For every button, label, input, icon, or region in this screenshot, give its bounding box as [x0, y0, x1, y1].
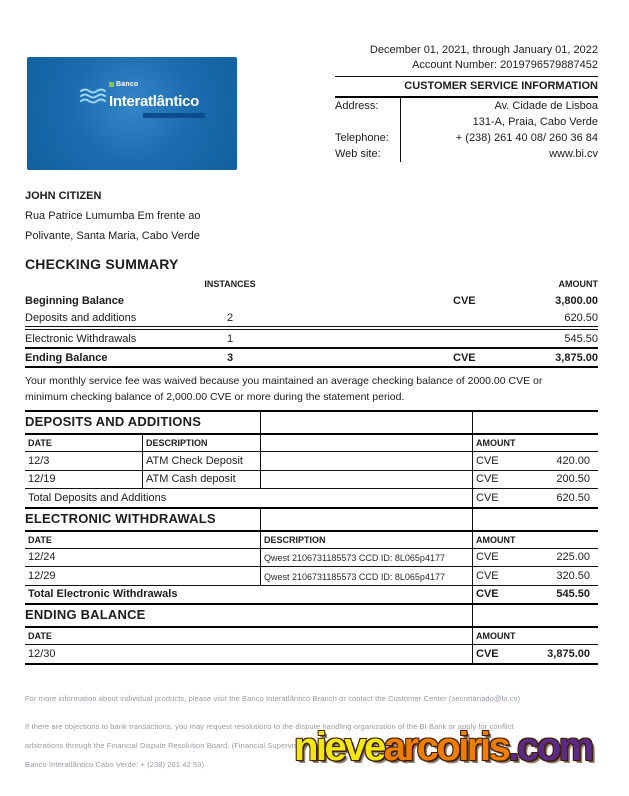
ending-balance-title: ENDING BALANCE [25, 607, 146, 622]
ending-balance-amount: 3,875.00 [547, 647, 590, 660]
withdrawal-amount: 320.50 [556, 569, 590, 582]
service-row-value: 131-A, Praia, Cabo Verde [400, 114, 598, 130]
checking-summary-title: CHECKING SUMMARY [25, 256, 179, 272]
amount-column-header: AMOUNT [472, 435, 598, 451]
deposit-date: 12/19 [28, 473, 56, 485]
footer-line4: Banco Interatlântico Cabo Verde: + (238) 261 42 53) [25, 760, 205, 769]
deposit-description: ATM Check Deposit [142, 452, 260, 470]
service-row-value: www.bi.cv [400, 146, 598, 162]
deposit-row [25, 452, 598, 471]
bank-logo [27, 57, 237, 170]
deposits-total-row [25, 489, 598, 507]
summary-label: Beginning Balance [25, 294, 125, 307]
deposit-amount: 420.00 [556, 454, 590, 467]
withdrawal-date: 12/24 [28, 551, 56, 563]
deposit-amount-cell [472, 452, 598, 470]
summary-label: Deposits and additions [25, 311, 137, 324]
summary-row-beginning-balance [25, 292, 598, 309]
customer-service-title: CUSTOMER SERVICE INFORMATION [335, 77, 598, 98]
service-row-value: Av. Cidade de Lisboa [400, 98, 598, 114]
description-column-header: DESCRIPTION [260, 532, 472, 548]
summary-amount: 620.50 [564, 311, 598, 324]
withdrawals-total-amount-cell [472, 586, 598, 604]
date-column-header: DATE [28, 438, 52, 448]
withdrawal-amount: 225.00 [556, 551, 590, 563]
customer-address-block [25, 186, 200, 246]
withdrawals-total-row [25, 586, 598, 604]
deposits-total-amount-cell [472, 489, 598, 507]
withdrawal-amount-cell [472, 567, 598, 585]
logo-banco-row [109, 81, 209, 88]
checking-summary-header [25, 279, 598, 292]
currency-code: CVE [476, 569, 499, 582]
withdrawal-amount-cell [472, 549, 598, 567]
date-column-header: DATE [28, 534, 52, 545]
watermark-nievearcoiris [294, 727, 592, 767]
amount-column-header: AMOUNT [558, 279, 598, 289]
summary-currency: CVE [453, 294, 476, 307]
currency-code: CVE [476, 491, 499, 504]
customer-address-line1: Rua Patrice Lumumba Em frente ao [25, 210, 201, 222]
withdrawal-description: Qwest 2106731185573 CCD ID: 8L065p4177 [260, 567, 472, 585]
summary-label: Ending Balance [25, 351, 108, 364]
customer-address-line2: Polivante, Santa Maria, Cabo Verde [25, 230, 200, 242]
date-column-header: DATE [28, 631, 52, 641]
amount-column-header: AMOUNT [472, 532, 598, 548]
withdrawals-total-label: Total Electronic Withdrawals [28, 588, 178, 600]
footer-line3: arbitrations through the Financial Dispute Resolution Board. (Financial Supervisory [25, 741, 309, 750]
statement-header [335, 44, 598, 162]
withdrawals-title: ELECTRONIC WITHDRAWALS [25, 510, 216, 526]
waves-icon [79, 88, 107, 109]
ending-balance-row [25, 645, 598, 665]
deposit-amount-cell [472, 471, 598, 489]
currency-code: CVE [476, 473, 499, 485]
service-row-label: Web site: [335, 148, 381, 160]
deposit-amount: 200.50 [556, 473, 590, 485]
deposits-section-title-row [25, 410, 598, 435]
summary-instances: 3 [226, 351, 234, 364]
deposits-header-row [25, 435, 598, 452]
amount-column-header: AMOUNT [472, 628, 598, 644]
service-fee-note [25, 368, 598, 410]
ending-balance-date: 12/30 [28, 647, 56, 660]
deposit-description: ATM Cash deposit [142, 471, 260, 489]
footer-line1: For more information about individual products, please visit the Banco Interatlântico Branch or contact the Customer Center (secretariado@bi.cv) [25, 694, 521, 703]
customer-service-table [335, 98, 598, 162]
ending-balance-header-row [25, 628, 598, 645]
logo-bank-name: Interatlântico [109, 93, 199, 110]
withdrawals-section-title-row [25, 507, 598, 532]
logo-leaf-icon [109, 82, 114, 87]
service-fee-note-line2: minimum checking balance of 2,000.00 CVE or more during the statement period. [25, 391, 405, 403]
summary-instances [185, 295, 275, 307]
deposit-row [25, 471, 598, 490]
logo-tagline-bar [143, 113, 205, 118]
summary-label: Electronic Withdrawals [25, 332, 137, 345]
ending-balance-section-title-row [25, 603, 598, 628]
currency-code: CVE [476, 551, 499, 563]
deposits-title: DEPOSITS AND ADDITIONS [25, 414, 202, 429]
summary-amount: 545.50 [564, 332, 598, 345]
withdrawals-header-row [25, 532, 598, 549]
summary-instances: 1 [226, 332, 234, 345]
bank-logo-lockup [79, 81, 209, 118]
currency-code: CVE [476, 647, 499, 660]
summary-amount: 3,800.00 [555, 294, 598, 307]
withdrawal-row [25, 549, 598, 568]
summary-amount: 3,875.00 [555, 351, 598, 364]
statement-period: December 01, 2021, through January 01, 2022 [369, 44, 598, 56]
statement-body [25, 256, 598, 665]
watermark-part3: .com [508, 725, 592, 769]
summary-row-deposits [25, 309, 598, 327]
deposits-total-amount: 620.50 [556, 491, 590, 504]
description-column-header: DESCRIPTION [142, 435, 260, 451]
summary-row-withdrawals [25, 329, 598, 349]
summary-row-ending-balance [25, 349, 598, 368]
withdrawal-date: 12/29 [28, 569, 56, 582]
withdrawal-row [25, 567, 598, 586]
service-row-value: + (238) 261 40 08/ 260 36 84 [400, 130, 598, 146]
currency-code: CVE [476, 454, 499, 467]
deposits-total-label: Total Deposits and Additions [28, 491, 167, 504]
summary-instances: 2 [226, 311, 234, 324]
service-row-label [335, 114, 400, 130]
withdrawals-total-amount: 545.50 [556, 588, 590, 600]
footer-line2: If there are objections to bank transactions, you may request resolutions to the dispute handling organization of the BI Bank or apply for conflict [25, 722, 514, 731]
logo-banco-text: Banco [116, 81, 139, 88]
withdrawal-description: Qwest 2106731185573 CCD ID: 8L065p4177 [260, 549, 472, 567]
instances-column-header: INSTANCES [204, 279, 256, 289]
watermark-part1: nieve [294, 725, 384, 769]
service-row-label: Telephone: [335, 132, 389, 144]
currency-code: CVE [476, 588, 499, 600]
watermark-part2: arcoiris [383, 725, 509, 769]
service-fee-note-line1: Your monthly service fee was waived because you maintained an average checking balance of 2000.00 CVE or [25, 375, 543, 387]
account-number: Account Number: 2019796579887452 [335, 59, 598, 77]
deposit-date: 12/3 [28, 454, 50, 467]
service-row-label: Address: [335, 100, 379, 112]
ending-balance-amount-cell [472, 645, 598, 663]
summary-currency: CVE [453, 351, 476, 364]
logo-main-row [79, 88, 209, 110]
customer-name: JOHN CITIZEN [25, 190, 102, 202]
